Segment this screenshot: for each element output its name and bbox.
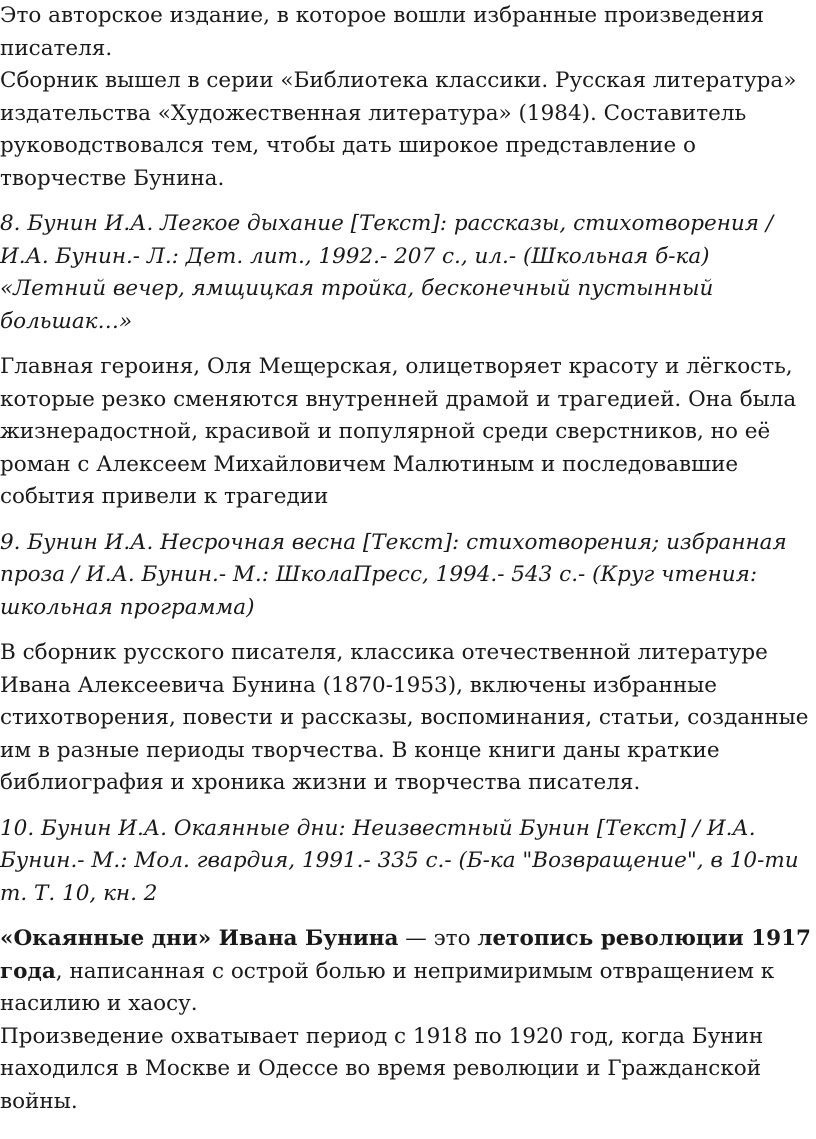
entry-10-citation: 10. Бунин И.А. Окаянные дни: Неизвестный Бунин [Текст] / И.А. Бунин.- М.: Мол. гвардия, 1991.- 335 с.- (Б-ка "Возвращение", в 10-ти т. Т. 10, кн. 2: [0, 815, 799, 906]
entry-10-description: [0, 923, 816, 1021]
entry-10-text-2: , написанная с острой болью и непримиримым отвращением к насилию и хаосу.: [0, 958, 775, 1016]
entry-9-citation: 9. Бунин И.А. Несрочная весна [Текст]: стихотворения; избранная проза / И.А. Бунин.- М.: ШколаПресс, 1994.- 543 с.- (Круг чтения: школьная программа): [0, 529, 787, 620]
entry-9-description: В сборник русского писателя, классика отечественной литературе Ивана Алексеевича Бунина (1870-1953), включены избранные стихотворения, повести и рассказы, воспоминания, статьи, созданные им в разные периоды творчества. В конце книги даны краткие библиография и хроника жизни и творчества писателя.: [0, 640, 809, 795]
intro-paragraph-1: Это авторское издание, в которое вошли избранные произведения писателя.: [0, 3, 765, 61]
intro-paragraph-2: Сборник вышел в серии «Библиотека классики. Русская литература» издательства «Художественная литература» (1984). Составитель руководствовался тем, чтобы дать широкое представление о творчестве Бунина.: [0, 68, 797, 191]
entry-8-citation: 8. Бунин И.А. Легкое дыхание [Текст]: рассказы, стихотворения / И.А. Бунин.- Л.: Дет. лит., 1992.- 207 с., ил.- (Школьная б-ка) «Летний вечер, ямщицкая тройка, бесконечный пустынный большак…»: [0, 211, 774, 334]
bibliography-entry-9: [0, 527, 816, 800]
entry-10-period-paragraph: Произведение охватывает период с 1918 по 1920 год, когда Бунин находился в Москве и Одессе во время революции и Гражданской войны.: [0, 1023, 764, 1114]
entry-10-chronicle-bold: летопись революции 1917 года: [0, 926, 812, 984]
intro-block: [0, 0, 816, 195]
entry-10-text-1: — это: [398, 926, 478, 951]
entry-8-description: Главная героиня, Оля Мещерская, олицетворяет красоту и лёгкость, которые резко сменяются внутренней драмой и трагедией. Она была жизнерадостной, красивой и популярной среди сверстников, но её роман с Алексеем Михайловичем Малютиным и последовавшие события привели к трагедии: [0, 354, 797, 509]
entry-10-title-bold: «Окаянные дни» Ивана Бунина: [0, 926, 399, 951]
bibliography-entry-8: [0, 208, 816, 514]
bibliography-entry-10: [0, 813, 816, 1119]
